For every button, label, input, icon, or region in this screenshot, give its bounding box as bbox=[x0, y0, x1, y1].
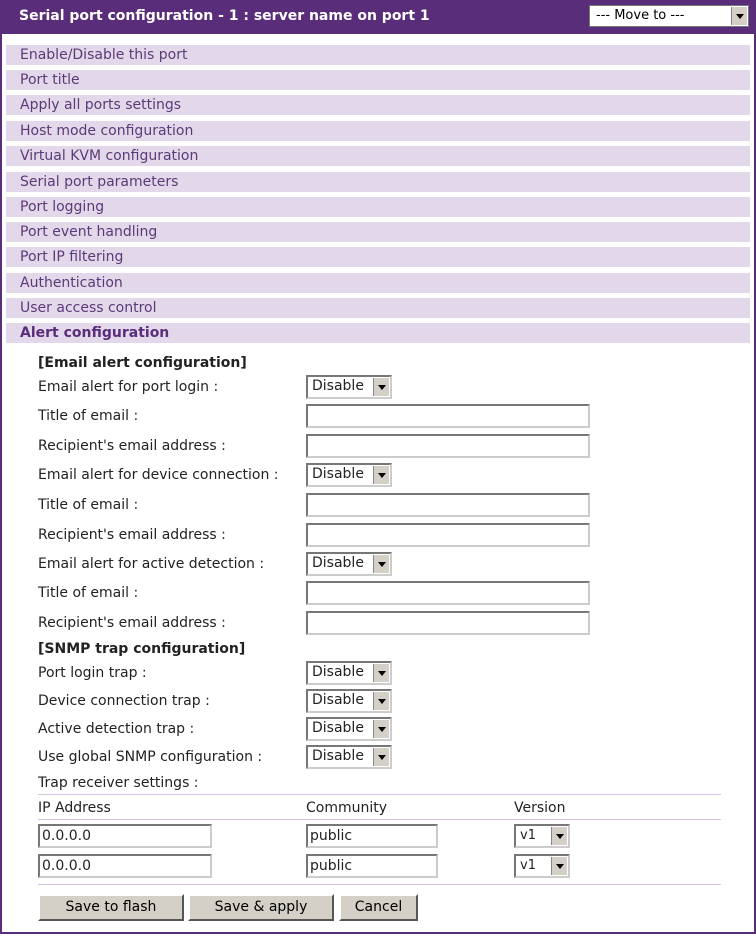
trap-row-1-ip-input[interactable]: 0.0.0.0 bbox=[38, 824, 212, 848]
menu-item-port-event-handling[interactable]: Port event handling bbox=[6, 222, 750, 242]
email-device-title-label: Title of email : bbox=[38, 497, 139, 513]
snmp-section-title: [SNMP trap configuration] bbox=[38, 641, 246, 657]
snmp-device-select[interactable] bbox=[306, 689, 392, 713]
divider bbox=[38, 794, 721, 795]
email-login-select[interactable] bbox=[306, 375, 392, 399]
snmp-global-label: Use global SNMP configuration : bbox=[38, 749, 263, 765]
chevron-down-icon bbox=[373, 555, 389, 573]
chevron-down-icon bbox=[373, 466, 389, 484]
menu-item-authentication[interactable]: Authentication bbox=[6, 273, 750, 293]
email-device-recipient-label: Recipient's email address : bbox=[38, 527, 226, 543]
chevron-down-icon bbox=[373, 664, 389, 682]
trap-row-1-community-input[interactable]: public bbox=[306, 824, 438, 848]
email-login-label: Email alert for port login : bbox=[38, 379, 219, 395]
trap-receiver-label: Trap receiver settings : bbox=[38, 775, 199, 791]
chevron-down-icon bbox=[551, 857, 567, 875]
col-header-community: Community bbox=[306, 800, 388, 816]
email-login-value: Disable bbox=[312, 378, 364, 394]
chevron-down-icon bbox=[731, 7, 747, 25]
email-active-title-label: Title of email : bbox=[38, 585, 139, 601]
email-device-title-input[interactable] bbox=[306, 493, 590, 517]
email-device-value: Disable bbox=[312, 466, 364, 482]
cancel-button[interactable]: Cancel bbox=[339, 894, 418, 921]
email-login-recipient-label: Recipient's email address : bbox=[38, 438, 226, 454]
email-active-label: Email alert for active detection : bbox=[38, 556, 265, 572]
email-active-select[interactable] bbox=[306, 552, 392, 576]
divider bbox=[38, 884, 721, 885]
snmp-global-select[interactable] bbox=[306, 745, 392, 769]
snmp-device-label: Device connection trap : bbox=[38, 693, 210, 709]
trap-row-2-community-input[interactable]: public bbox=[306, 854, 438, 878]
email-device-select[interactable] bbox=[306, 463, 392, 487]
col-header-version: Version bbox=[514, 800, 566, 816]
trap-row-2-ip-input[interactable]: 0.0.0.0 bbox=[38, 854, 212, 878]
chevron-down-icon bbox=[373, 748, 389, 766]
menu-item-virtual-kvm[interactable]: Virtual KVM configuration bbox=[6, 146, 750, 166]
chevron-down-icon bbox=[373, 378, 389, 396]
menu-item-enable-disable[interactable]: Enable/Disable this port bbox=[6, 45, 750, 65]
email-login-title-label: Title of email : bbox=[38, 408, 139, 424]
email-login-recipient-input[interactable] bbox=[306, 434, 590, 458]
menu-item-port-ip-filtering[interactable]: Port IP filtering bbox=[6, 247, 750, 267]
email-active-recipient-input[interactable] bbox=[306, 611, 590, 635]
snmp-device-value: Disable bbox=[312, 692, 364, 708]
col-header-ip: IP Address bbox=[38, 800, 111, 816]
email-section-title: [Email alert configuration] bbox=[38, 355, 247, 371]
title-bar bbox=[0, 0, 756, 34]
trap-row-1-version-select[interactable] bbox=[514, 824, 570, 848]
snmp-global-value: Disable bbox=[312, 748, 364, 764]
page-title: Serial port configuration - 1 : server name on port 1 bbox=[19, 8, 430, 24]
chevron-down-icon bbox=[551, 827, 567, 845]
menu-item-port-logging[interactable]: Port logging bbox=[6, 197, 750, 217]
divider bbox=[38, 819, 721, 820]
chevron-down-icon bbox=[373, 720, 389, 738]
email-login-title-input[interactable] bbox=[306, 404, 590, 428]
move-to-value: --- Move to --- bbox=[596, 8, 685, 23]
snmp-login-label: Port login trap : bbox=[38, 665, 147, 681]
email-device-label: Email alert for device connection : bbox=[38, 467, 279, 483]
snmp-active-select[interactable] bbox=[306, 717, 392, 741]
email-device-recipient-input[interactable] bbox=[306, 523, 590, 547]
menu-item-serial-parameters[interactable]: Serial port parameters bbox=[6, 172, 750, 192]
email-active-value: Disable bbox=[312, 555, 364, 571]
chevron-down-icon bbox=[373, 692, 389, 710]
trap-row-2-version-value: v1 bbox=[520, 858, 536, 873]
email-active-recipient-label: Recipient's email address : bbox=[38, 615, 226, 631]
save-and-apply-button[interactable]: Save & apply bbox=[188, 894, 334, 921]
trap-row-2-version-select[interactable] bbox=[514, 854, 570, 878]
snmp-login-select[interactable] bbox=[306, 661, 392, 685]
menu-item-host-mode[interactable]: Host mode configuration bbox=[6, 121, 750, 141]
menu-item-port-title[interactable]: Port title bbox=[6, 70, 750, 90]
move-to-select[interactable] bbox=[589, 5, 749, 27]
menu-item-alert-configuration[interactable]: Alert configuration bbox=[6, 323, 750, 343]
email-active-title-input[interactable] bbox=[306, 581, 590, 605]
menu-item-apply-all-ports[interactable]: Apply all ports settings bbox=[6, 95, 750, 115]
trap-row-1-version-value: v1 bbox=[520, 828, 536, 843]
menu-item-user-access-control[interactable]: User access control bbox=[6, 298, 750, 318]
snmp-login-value: Disable bbox=[312, 664, 364, 680]
snmp-active-value: Disable bbox=[312, 720, 364, 736]
snmp-active-label: Active detection trap : bbox=[38, 721, 195, 737]
save-to-flash-button[interactable]: Save to flash bbox=[38, 894, 184, 921]
